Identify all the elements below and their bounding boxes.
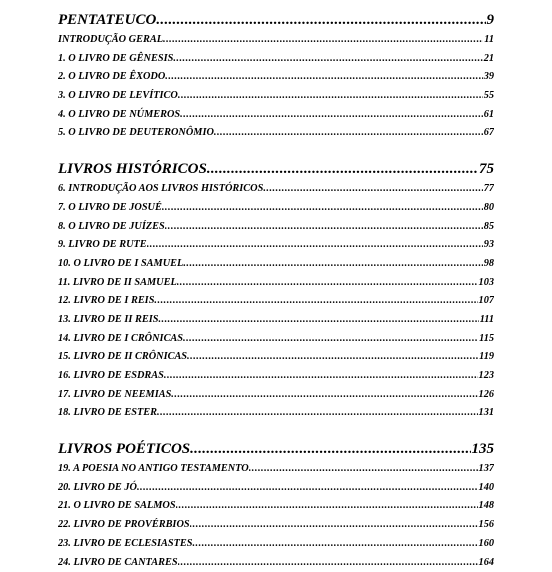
entry-page-number: 156 — [478, 516, 494, 535]
entry-title: 13. LIVRO DE II REIS — [58, 311, 158, 330]
entry-title: 12. LIVRO DE I REIS — [58, 292, 154, 311]
entry-page-number: 77 — [483, 180, 494, 199]
dot-leader — [162, 199, 483, 218]
entry-page-number: 111 — [479, 311, 494, 330]
toc-entry[interactable] — [58, 124, 494, 143]
entry-title: 18. LIVRO DE ESTER — [58, 404, 157, 423]
entry-page-number: 123 — [478, 367, 494, 386]
toc-entry[interactable] — [58, 348, 494, 367]
dot-leader — [154, 292, 477, 311]
section-title: PENTATEUCO — [58, 10, 156, 30]
section-pentateuco — [58, 10, 494, 143]
entry-page-number: 61 — [483, 106, 494, 125]
toc-entry[interactable] — [58, 535, 494, 554]
toc-entry[interactable] — [58, 516, 494, 535]
toc-entry[interactable] — [58, 367, 494, 386]
entry-title: 14. LIVRO DE I CRÔNICAS — [58, 330, 183, 349]
entry-page-number: 119 — [478, 348, 494, 367]
dot-leader — [190, 439, 470, 459]
entry-page-number: 93 — [483, 236, 494, 255]
entry-title: 11. LIVRO DE II SAMUEL — [58, 274, 177, 293]
section-page-number: 9 — [486, 10, 495, 30]
entry-title: 8. O LIVRO DE JUÍZES — [58, 218, 165, 237]
section-livros-historicos — [58, 159, 494, 423]
toc-entry[interactable] — [58, 68, 494, 87]
entry-title: 24. LIVRO DE CANTARES — [58, 554, 178, 572]
toc-entry[interactable] — [58, 330, 494, 349]
dot-leader — [165, 68, 482, 87]
dot-leader — [157, 404, 478, 423]
section-livros-poeticos — [58, 439, 494, 572]
entry-page-number: 11 — [483, 31, 494, 50]
toc-entry[interactable] — [58, 386, 494, 405]
toc-entry[interactable] — [58, 255, 494, 274]
entry-title: 17. LIVRO DE NEEMIAS — [58, 386, 171, 405]
dot-leader — [165, 218, 483, 237]
toc-entry[interactable] — [58, 180, 494, 199]
entry-page-number: 115 — [478, 330, 494, 349]
entry-title: 6. INTRODUÇÃO AOS LIVROS HISTÓRICOS — [58, 180, 263, 199]
entry-page-number: 67 — [483, 124, 494, 143]
entry-page-number: 107 — [478, 292, 494, 311]
section-heading[interactable] — [58, 439, 494, 459]
toc-entry[interactable] — [58, 292, 494, 311]
entry-page-number: 39 — [483, 68, 494, 87]
entry-title: 20. LIVRO DE JÓ — [58, 479, 137, 498]
dot-leader — [180, 106, 483, 125]
dot-leader — [158, 311, 478, 330]
dot-leader — [178, 554, 478, 572]
section-title: LIVROS HISTÓRICOS — [58, 159, 207, 179]
entry-page-number: 140 — [478, 479, 494, 498]
dot-leader — [163, 31, 483, 50]
toc-entry[interactable] — [58, 497, 494, 516]
entry-title: 23. LIVRO DE ECLESIASTES — [58, 535, 192, 554]
dot-leader — [171, 386, 477, 405]
entry-page-number: 137 — [478, 460, 494, 479]
dot-leader — [164, 367, 478, 386]
entry-title: 22. LIVRO DE PROVÉRBIOS — [58, 516, 190, 535]
dot-leader — [207, 159, 478, 179]
section-heading[interactable] — [58, 159, 494, 179]
toc-entry[interactable] — [58, 460, 494, 479]
table-of-contents — [58, 10, 494, 572]
entry-title: 16. LIVRO DE ESDRAS — [58, 367, 164, 386]
toc-entry[interactable] — [58, 311, 494, 330]
toc-entry[interactable] — [58, 274, 494, 293]
dot-leader — [263, 180, 482, 199]
entry-title: 9. LIVRO DE RUTE — [58, 236, 147, 255]
section-title: LIVROS POÉTICOS — [58, 439, 190, 459]
dot-leader — [173, 50, 482, 69]
dot-leader — [249, 460, 478, 479]
entry-title: 2. O LIVRO DE ÊXODO — [58, 68, 165, 87]
dot-leader — [178, 87, 483, 106]
entry-title: INTRODUÇÃO GERAL — [58, 31, 163, 50]
toc-entry[interactable] — [58, 479, 494, 498]
toc-entry[interactable] — [58, 87, 494, 106]
entry-title: 15. LIVRO DE II CRÔNICAS — [58, 348, 187, 367]
dot-leader — [183, 255, 482, 274]
entry-page-number: 55 — [483, 87, 494, 106]
toc-entry[interactable] — [58, 106, 494, 125]
toc-entry[interactable] — [58, 236, 494, 255]
entry-title: 7. O LIVRO DE JOSUÉ — [58, 199, 162, 218]
dot-leader — [147, 236, 483, 255]
toc-entry[interactable] — [58, 31, 494, 50]
dot-leader — [156, 10, 485, 30]
section-page-number: 75 — [478, 159, 494, 179]
toc-entry[interactable] — [58, 218, 494, 237]
entry-page-number: 164 — [478, 554, 494, 572]
entry-page-number: 85 — [483, 218, 494, 237]
toc-entry[interactable] — [58, 199, 494, 218]
dot-leader — [192, 535, 477, 554]
entry-page-number: 148 — [478, 497, 494, 516]
dot-leader — [214, 124, 483, 143]
toc-entry[interactable] — [58, 50, 494, 69]
entry-title: 21. O LIVRO DE SALMOS — [58, 497, 176, 516]
dot-leader — [176, 497, 478, 516]
dot-leader — [137, 479, 478, 498]
entry-page-number: 80 — [483, 199, 494, 218]
dot-leader — [183, 330, 478, 349]
dot-leader — [190, 516, 478, 535]
entry-title: 3. O LIVRO DE LEVÍTICO — [58, 87, 178, 106]
entry-page-number: 131 — [478, 404, 494, 423]
dot-leader — [177, 274, 478, 293]
section-page-number: 135 — [471, 439, 495, 459]
entry-title: 4. O LIVRO DE NÚMEROS — [58, 106, 180, 125]
toc-entry[interactable] — [58, 554, 494, 572]
toc-entry[interactable] — [58, 404, 494, 423]
entry-page-number: 103 — [478, 274, 494, 293]
entry-title: 1. O LIVRO DE GÊNESIS — [58, 50, 173, 69]
entry-title: 5. O LIVRO DE DEUTERONÔMIO — [58, 124, 214, 143]
entry-title: 19. A POESIA NO ANTIGO TESTAMENTO — [58, 460, 249, 479]
entry-title: 10. O LIVRO DE I SAMUEL — [58, 255, 183, 274]
entry-page-number: 21 — [483, 50, 494, 69]
section-heading[interactable] — [58, 10, 494, 30]
entry-page-number: 160 — [478, 535, 494, 554]
dot-leader — [187, 348, 478, 367]
entry-page-number: 126 — [478, 386, 494, 405]
entry-page-number: 98 — [483, 255, 494, 274]
